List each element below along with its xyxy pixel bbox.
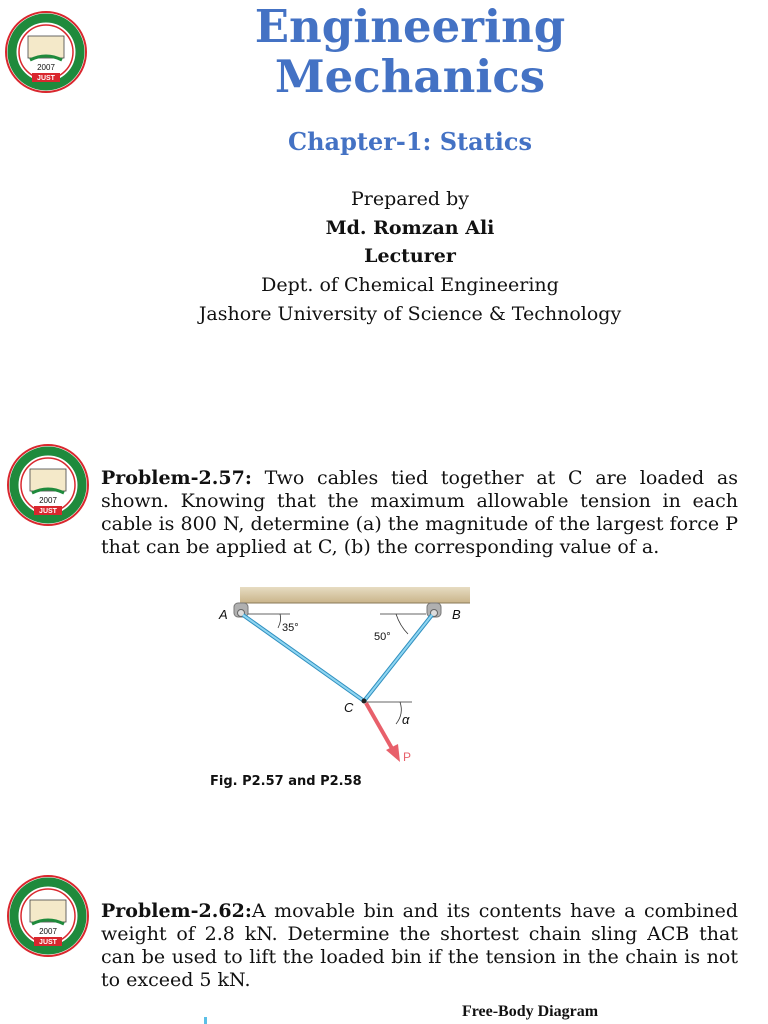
figure-fragment [204,1017,207,1024]
page-title [170,2,650,102]
angle-a-label: 35° [282,622,299,634]
university: Jashore University of Science & Technology [198,303,622,325]
author-position: Lecturer [364,245,456,267]
logo-abbr: JUST [39,939,57,946]
label-a: A [219,607,228,622]
university-logo [6,874,90,958]
force-p-arrow [366,703,394,752]
knot-c [362,699,367,704]
figure-caption: Fig. P2.57 and P2.58 [210,774,362,789]
label-p: P [403,750,412,764]
title-line-2: Mechanics [274,50,546,103]
logo-abbr: JUST [39,508,57,515]
logo-abbr: JUST [37,75,55,82]
cable-figure [200,584,490,774]
label-alpha: α [402,712,410,727]
label-b: B [452,607,461,622]
author-name: Md. Romzan Ali [325,217,495,239]
ceiling [240,587,470,603]
problem-text: Two cables tied together at C are loaded as shown. Knowing that the maximum allowable tension in each cable is 800 N, determine (a) the magnitude of the largest force P that can be applied at C, (b) the corresponding value of a. [101,467,738,558]
problem-2-57 [101,467,738,559]
department: Dept. of Chemical Engineering [261,274,559,296]
logo-year: 2007 [37,63,55,72]
problem-label: Problem-2.62: [101,900,252,922]
support-b [427,603,441,617]
university-logo [4,10,88,94]
logo-year: 2007 [39,927,57,936]
label-c: C [344,700,354,715]
title-line-1: Engineering [254,0,566,53]
prepared-by: Prepared by [350,188,470,210]
problem-text: A movable bin and its contents have a combined weight of 2.8 kN. Determine the shortest chain sling ACB that can be used to lift the loaded bin if the tension in the chain is not to exceed 5 kN. [101,900,738,991]
problem-2-62 [101,900,738,992]
fbd-heading: Free-Body Diagram [461,1003,599,1020]
university-logo [6,443,90,527]
angle-b-label: 50° [374,631,391,643]
chapter-title: Chapter-1: Statics [287,127,533,156]
problem-label: Problem-2.57: [101,467,252,489]
logo-year: 2007 [39,496,57,505]
